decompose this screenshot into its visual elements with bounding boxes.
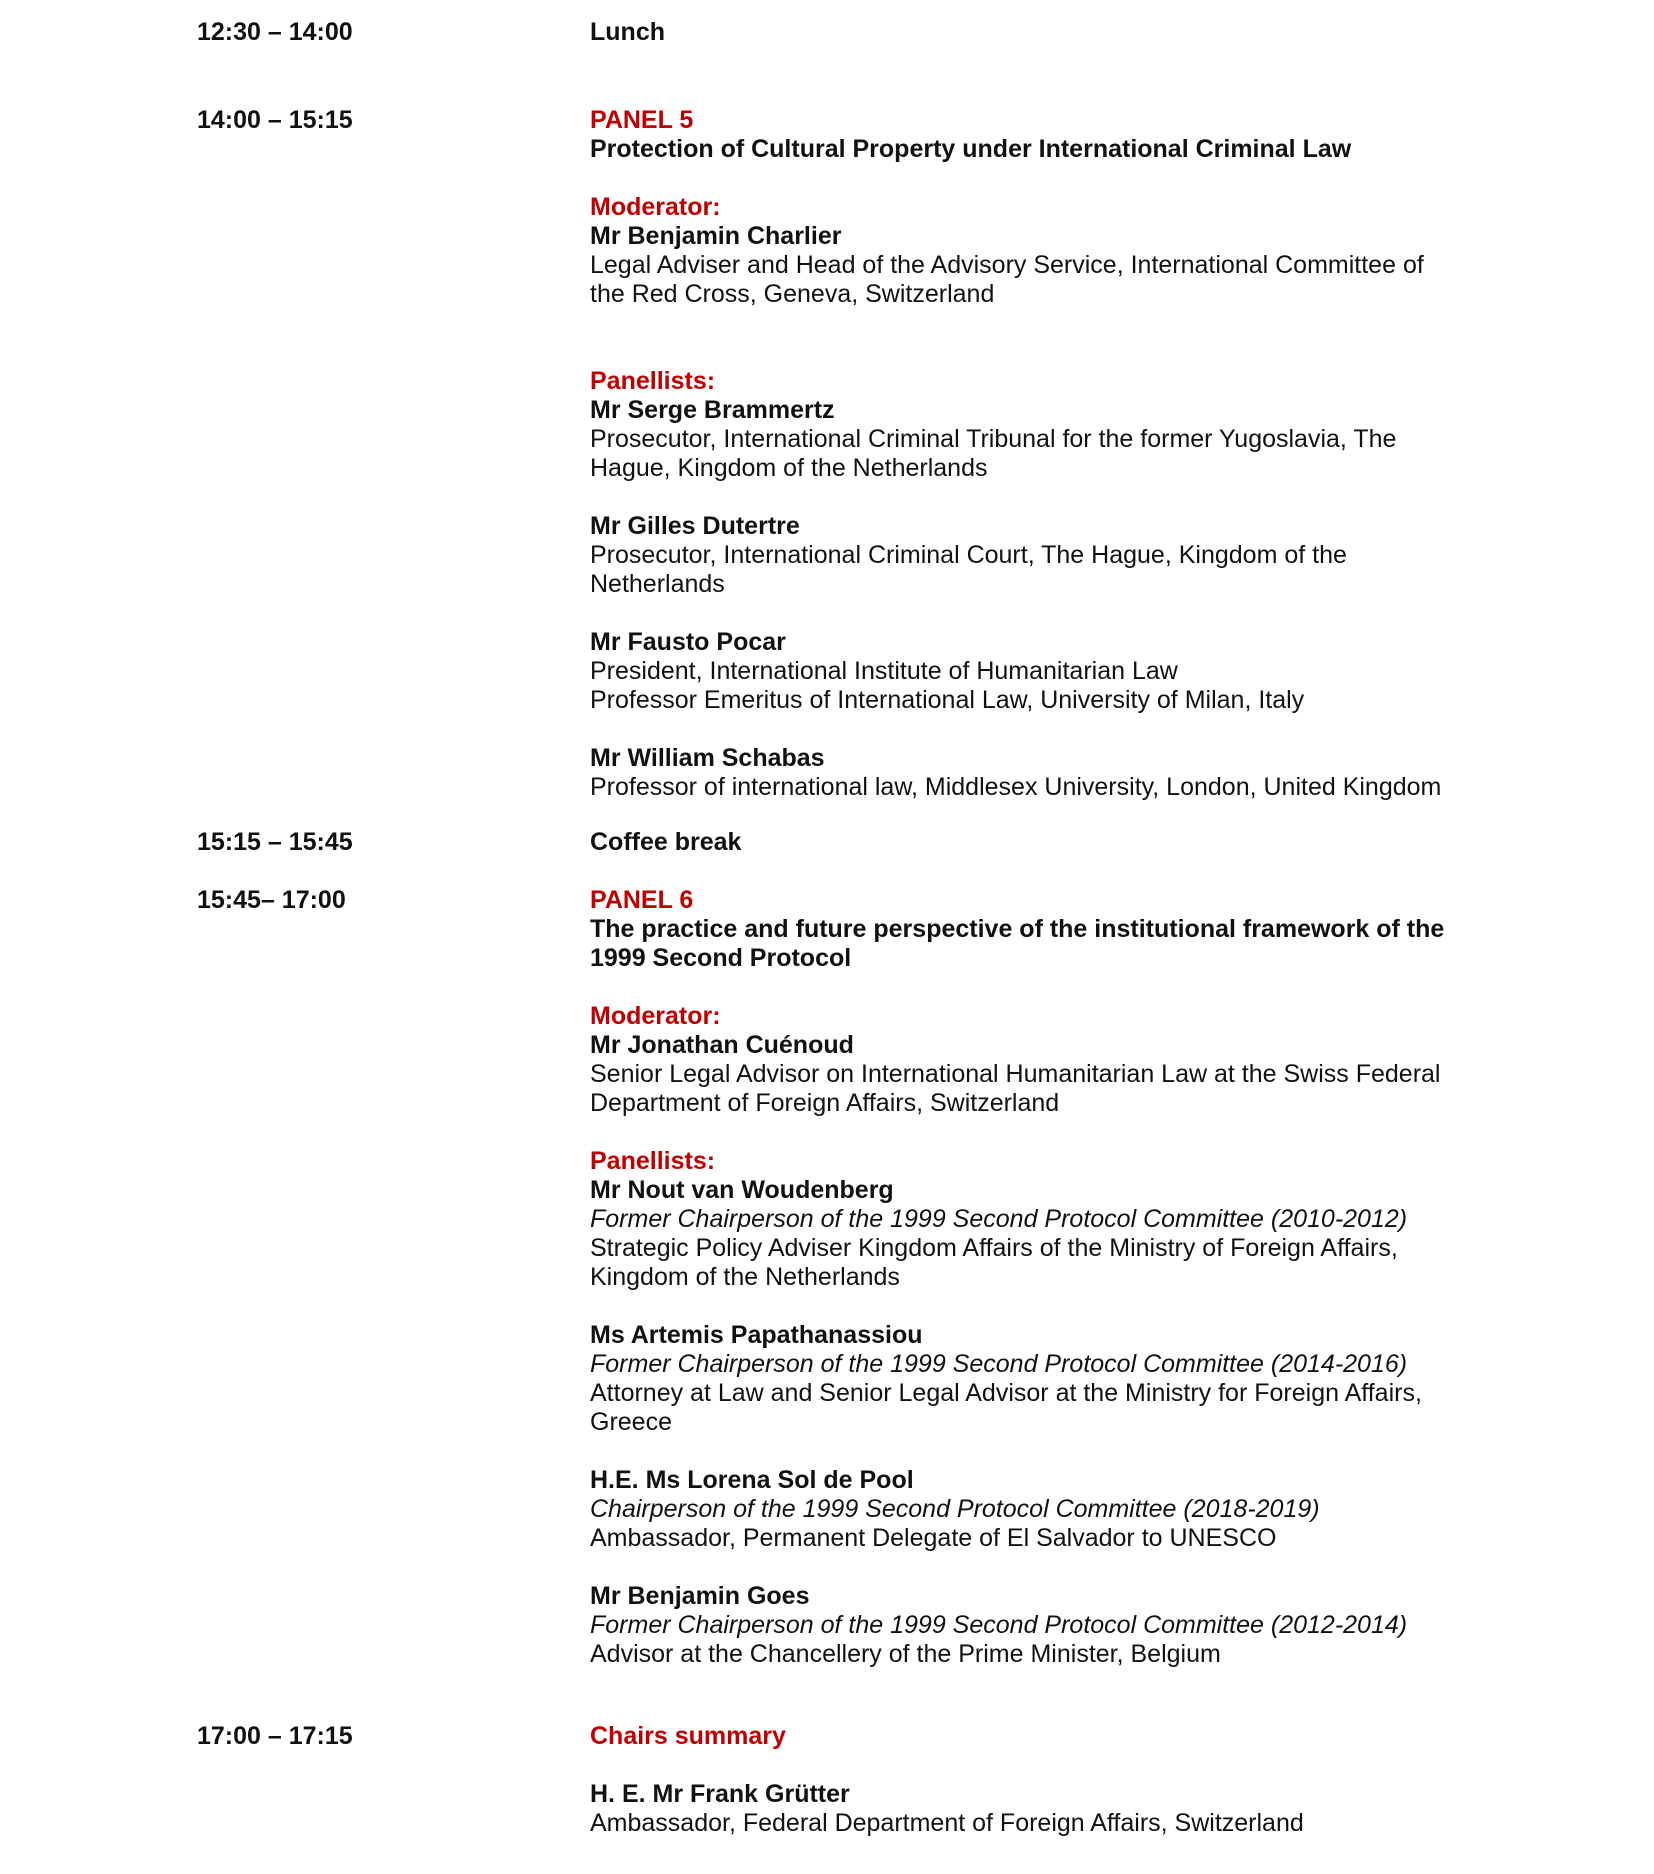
panellist-desc: Advisor at the Chancellery of the Prime Minister, Belgium	[590, 1640, 1221, 1668]
panellist-name: Mr Nout van Woudenberg	[590, 1176, 894, 1204]
panel5-content	[590, 106, 1590, 802]
coffee-title: Coffee break	[590, 828, 742, 856]
panellist-name: Mr Serge Brammertz	[590, 396, 835, 424]
time-lunch: 12:30 – 14:00	[197, 18, 353, 46]
panellist-name: Mr William Schabas	[590, 744, 825, 772]
panellist	[590, 1176, 1590, 1292]
panellist	[590, 396, 1590, 483]
panellist	[590, 1466, 1590, 1553]
panellist-desc: Attorney at Law and Senior Legal Advisor at the Ministry for Foreign Affairs,	[590, 1379, 1422, 1407]
panellist-desc: Hague, Kingdom of the Netherlands	[590, 454, 988, 482]
panellist-role: Former Chairperson of the 1999 Second Protocol Committee (2010-2012)	[590, 1205, 1408, 1233]
panellist	[590, 1321, 1590, 1437]
panellist-role: Former Chairperson of the 1999 Second Protocol Committee (2014-2016)	[590, 1350, 1408, 1378]
panellist-role: Chairperson of the 1999 Second Protocol Committee (2018-2019)	[590, 1495, 1320, 1523]
panellist-desc: Professor Emeritus of International Law, University of Milan, Italy	[590, 686, 1305, 714]
panel5-moderator-name: Mr Benjamin Charlier	[590, 222, 842, 250]
panellist-name: Mr Benjamin Goes	[590, 1582, 810, 1610]
panellist-desc: Ambassador, Permanent Delegate of El Salvador to UNESCO	[590, 1524, 1277, 1552]
panellist	[590, 744, 1590, 802]
time-panel5: 14:00 – 15:15	[197, 106, 353, 134]
panel6-label: PANEL 6	[590, 886, 694, 914]
summary-speaker-desc: Ambassador, Federal Department of Foreign Affairs, Switzerland	[590, 1809, 1304, 1837]
panellist-desc: Professor of international law, Middlesex University, London, United Kingdom	[590, 773, 1442, 801]
summary-content	[590, 1722, 1590, 1838]
lunch-title: Lunch	[590, 18, 665, 46]
panellist	[590, 512, 1590, 599]
panel5-moderator-desc: Legal Adviser and Head of the Advisory Service, International Committee of	[590, 251, 1424, 279]
panel6-moderator-desc: Department of Foreign Affairs, Switzerland	[590, 1089, 1060, 1117]
panel6-panellists-label: Panellists:	[590, 1147, 716, 1175]
panel5-panellists-label: Panellists:	[590, 367, 716, 395]
panellist-desc: Kingdom of the Netherlands	[590, 1263, 900, 1291]
panellist-desc: Prosecutor, International Criminal Tribunal for the former Yugoslavia, The	[590, 425, 1397, 453]
panel6-title: The practice and future perspective of the institutional framework of the	[590, 915, 1445, 943]
panel5-moderator-label: Moderator:	[590, 193, 721, 221]
panellist-desc: Prosecutor, International Criminal Court, The Hague, Kingdom of the	[590, 541, 1347, 569]
panel6-moderator-label: Moderator:	[590, 1002, 721, 1030]
panel6-content	[590, 886, 1590, 1669]
panel6-moderator-desc: Senior Legal Advisor on International Humanitarian Law at the Swiss Federal	[590, 1060, 1441, 1088]
panel6-moderator-name: Mr Jonathan Cuénoud	[590, 1031, 854, 1059]
panellist-desc: Strategic Policy Adviser Kingdom Affairs of the Ministry of Foreign Affairs,	[590, 1234, 1398, 1262]
time-panel6: 15:45– 17:00	[197, 886, 346, 914]
panellist-role: Former Chairperson of the 1999 Second Protocol Committee (2012-2014)	[590, 1611, 1408, 1639]
panellist-desc: Greece	[590, 1408, 672, 1436]
summary-title: Chairs summary	[590, 1722, 786, 1750]
panellist-name: Mr Gilles Dutertre	[590, 512, 800, 540]
panel5-label: PANEL 5	[590, 106, 694, 134]
time-coffee: 15:15 – 15:45	[197, 828, 353, 856]
panellist-name: Mr Fausto Pocar	[590, 628, 786, 656]
panel5-moderator-desc: the Red Cross, Geneva, Switzerland	[590, 280, 995, 308]
panel5-title: Protection of Cultural Property under International Criminal Law	[590, 135, 1352, 163]
panellist	[590, 628, 1590, 715]
panellist	[590, 1582, 1590, 1669]
panellist-name: Ms Artemis Papathanassiou	[590, 1321, 923, 1349]
summary-speaker-name: H. E. Mr Frank Grütter	[590, 1780, 850, 1808]
time-summary: 17:00 – 17:15	[197, 1722, 353, 1750]
panellist-desc: President, International Institute of Humanitarian Law	[590, 657, 1178, 685]
panellist-desc: Netherlands	[590, 570, 725, 598]
panel6-title: 1999 Second Protocol	[590, 944, 852, 972]
panellist-name: H.E. Ms Lorena Sol de Pool	[590, 1466, 914, 1494]
